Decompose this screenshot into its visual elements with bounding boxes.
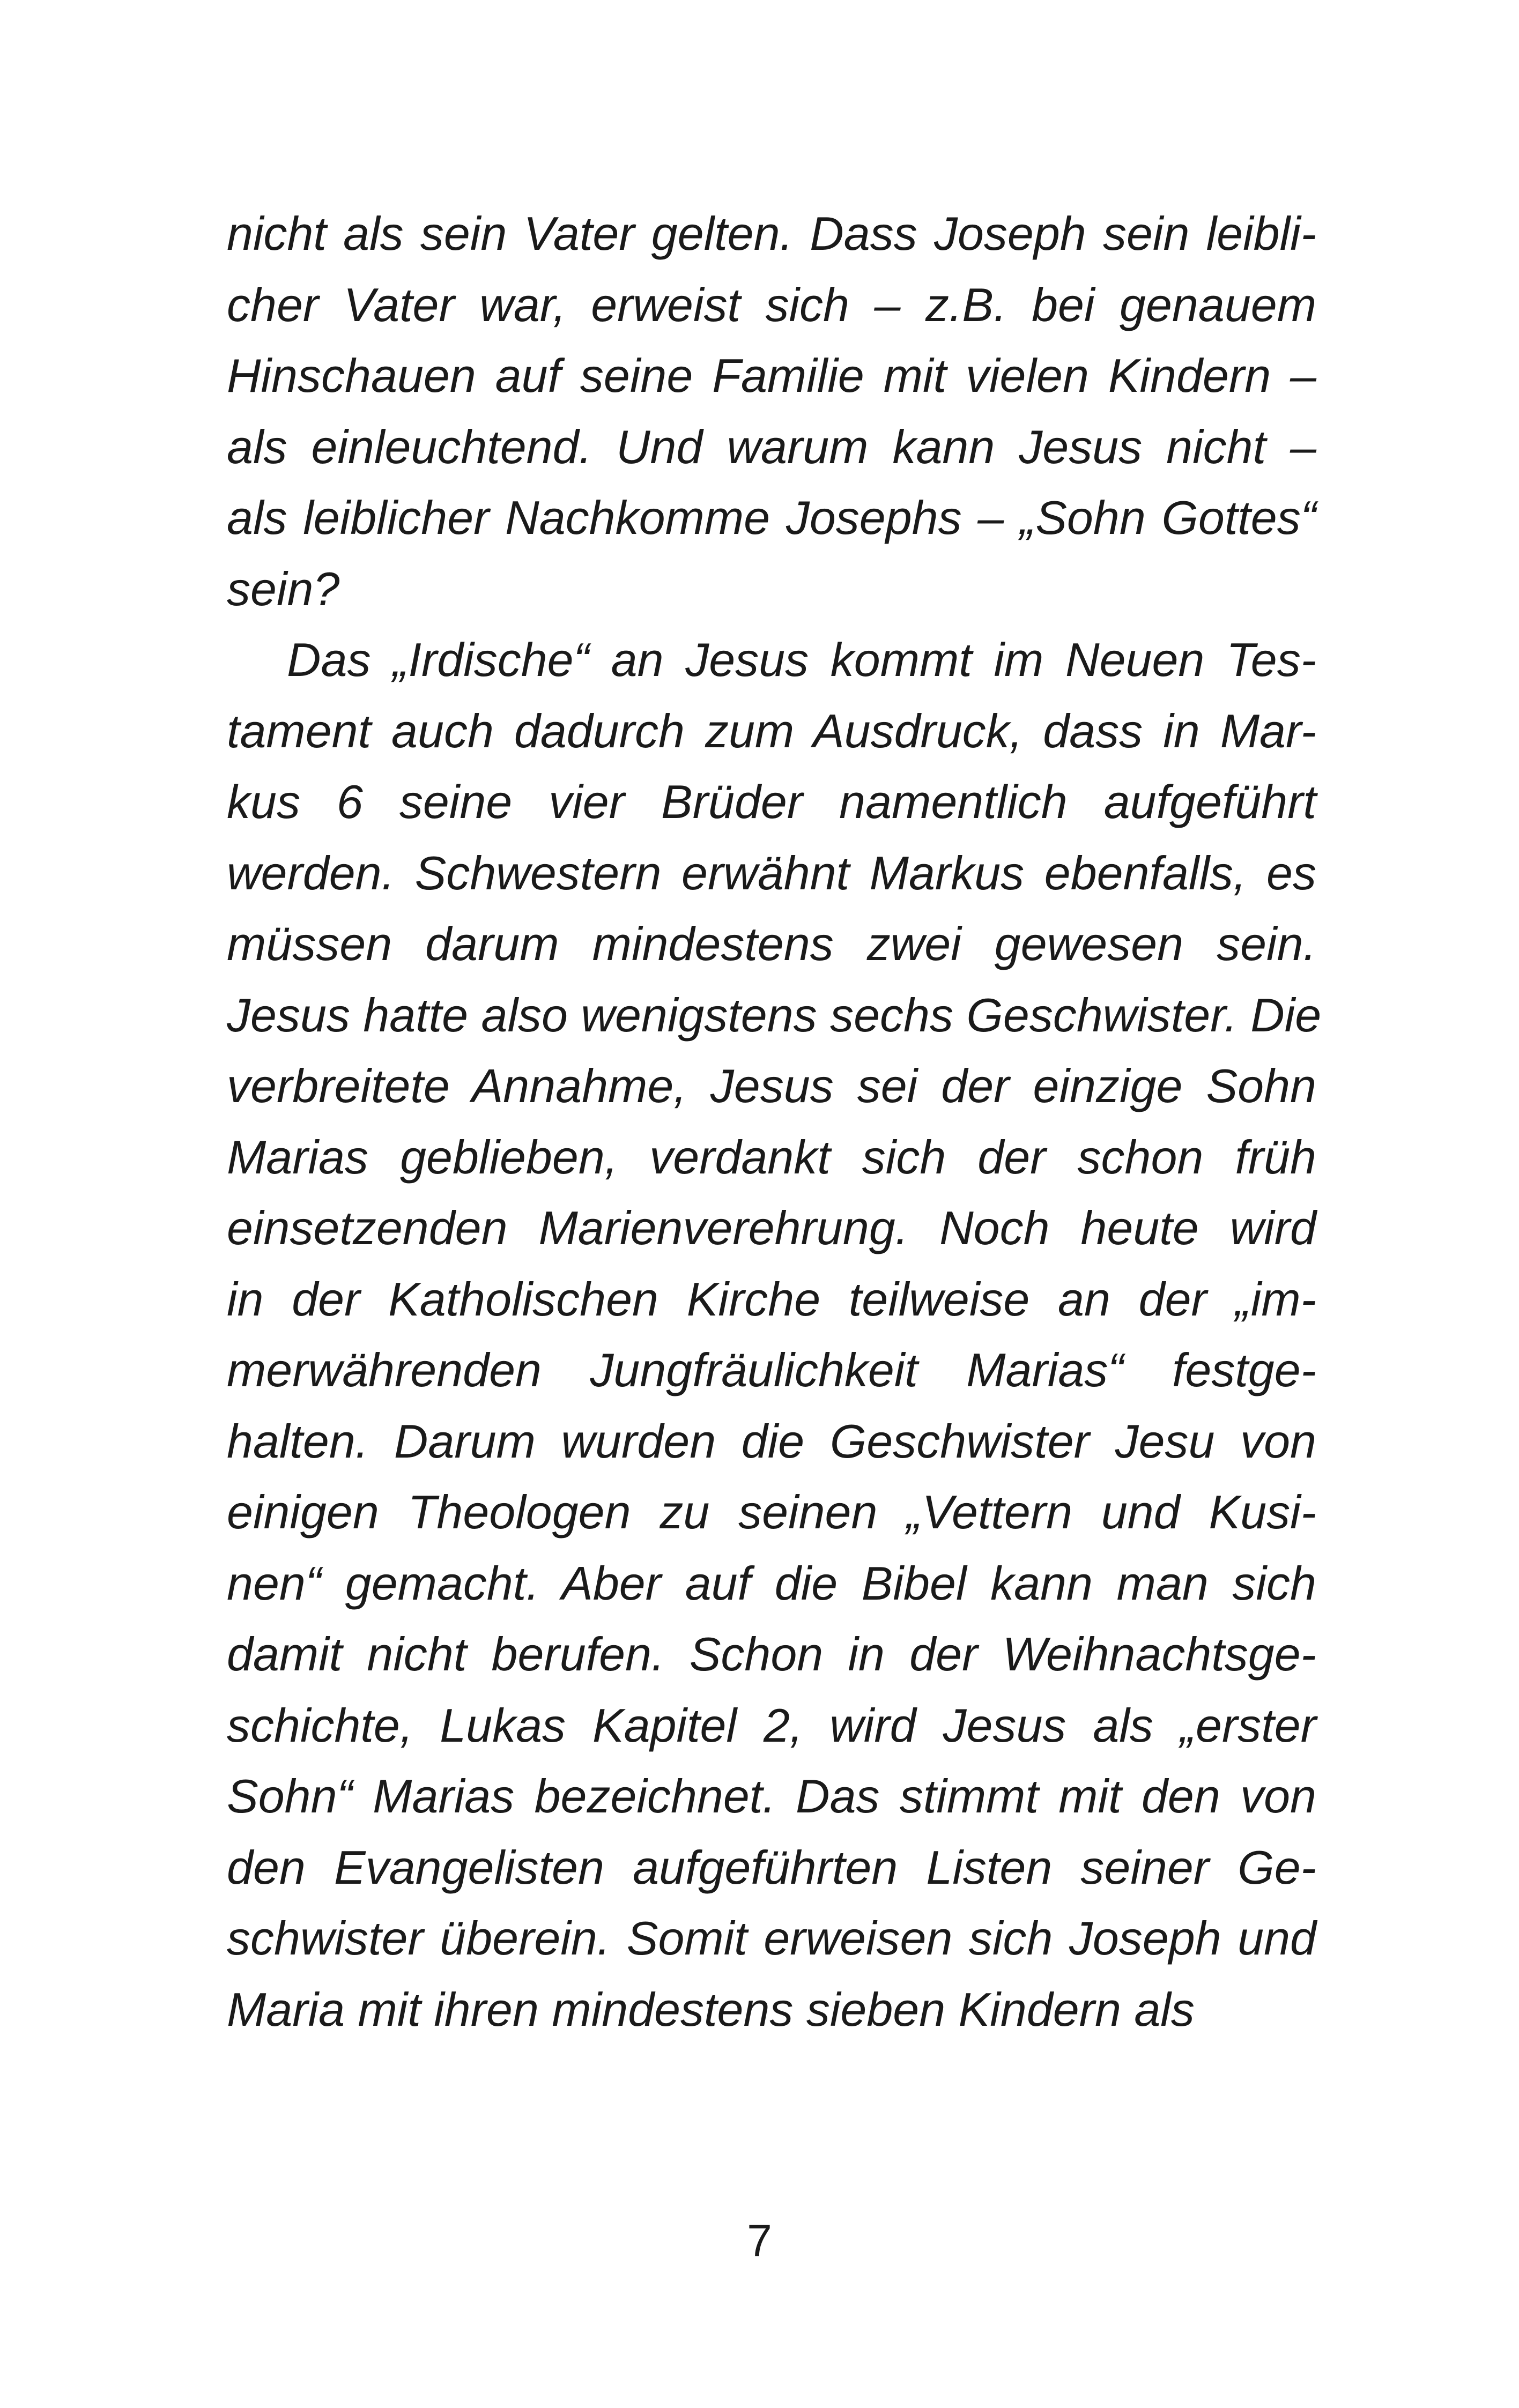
text-line: halten. Darum wurden die Geschwister Jesu von (227, 1414, 1316, 1468)
text-line: den Evangelisten aufgeführten Listen seiner Ge- (227, 1840, 1316, 1894)
text-line: Maria mit ihren mindestens sieben Kindern als (227, 1982, 1195, 2036)
text-line: Marias geblieben, verdankt sich der schon früh (227, 1130, 1316, 1184)
text-line: einsetzenden Marienverehrung. Noch heute wird (227, 1201, 1316, 1254)
page-number: 7 (747, 2216, 772, 2266)
text-line: als leiblicher Nachkomme Josephs – „Sohn Gottes“ (227, 491, 1316, 544)
text-line: nicht als sein Vater gelten. Dass Joseph sein leibli- (227, 207, 1316, 260)
text-line: merwährenden Jungfräulichkeit Marias“ festge- (227, 1343, 1316, 1396)
text-line: in der Katholischen Kirche teilweise an der „im- (227, 1272, 1316, 1326)
text-line: damit nicht berufen. Schon in der Weihnachtsge- (227, 1627, 1316, 1681)
text-line: werden. Schwestern erwähnt Markus ebenfalls, es (227, 846, 1316, 900)
text-line: schichte, Lukas Kapitel 2, wird Jesus als „erster (227, 1698, 1316, 1752)
text-line: verbreitete Annahme, Jesus sei der einzige Sohn (227, 1059, 1316, 1112)
text-line: Das „Irdische“ an Jesus kommt im Neuen Tes- (287, 633, 1316, 686)
text-line: nen“ gemacht. Aber auf die Bibel kann man sich (227, 1556, 1316, 1610)
text-line: schwister überein. Somit erweisen sich Joseph und (227, 1912, 1316, 1965)
text-line: kus 6 seine vier Brüder namentlich aufgeführt (227, 775, 1316, 828)
page-body-text (227, 198, 1322, 2045)
text-line: müssen darum mindestens zwei gewesen sein. (227, 917, 1316, 970)
text-line: tament auch dadurch zum Ausdruck, dass in Mar- (227, 704, 1316, 757)
text-line: sein? (227, 562, 340, 615)
text-line: einigen Theologen zu seinen „Vettern und Kusi- (227, 1485, 1316, 1539)
text-line: cher Vater war, erweist sich – z.B. bei genauem (227, 278, 1316, 331)
text-line: Hinschauen auf seine Familie mit vielen Kindern – (227, 349, 1316, 402)
text-line: Jesus hatte also wenigstens sechs Geschwister. Die (227, 988, 1322, 1042)
text-line: als einleuchtend. Und warum kann Jesus nicht – (227, 420, 1316, 473)
text-line: Sohn“ Marias bezeichnet. Das stimmt mit den von (227, 1770, 1316, 1823)
